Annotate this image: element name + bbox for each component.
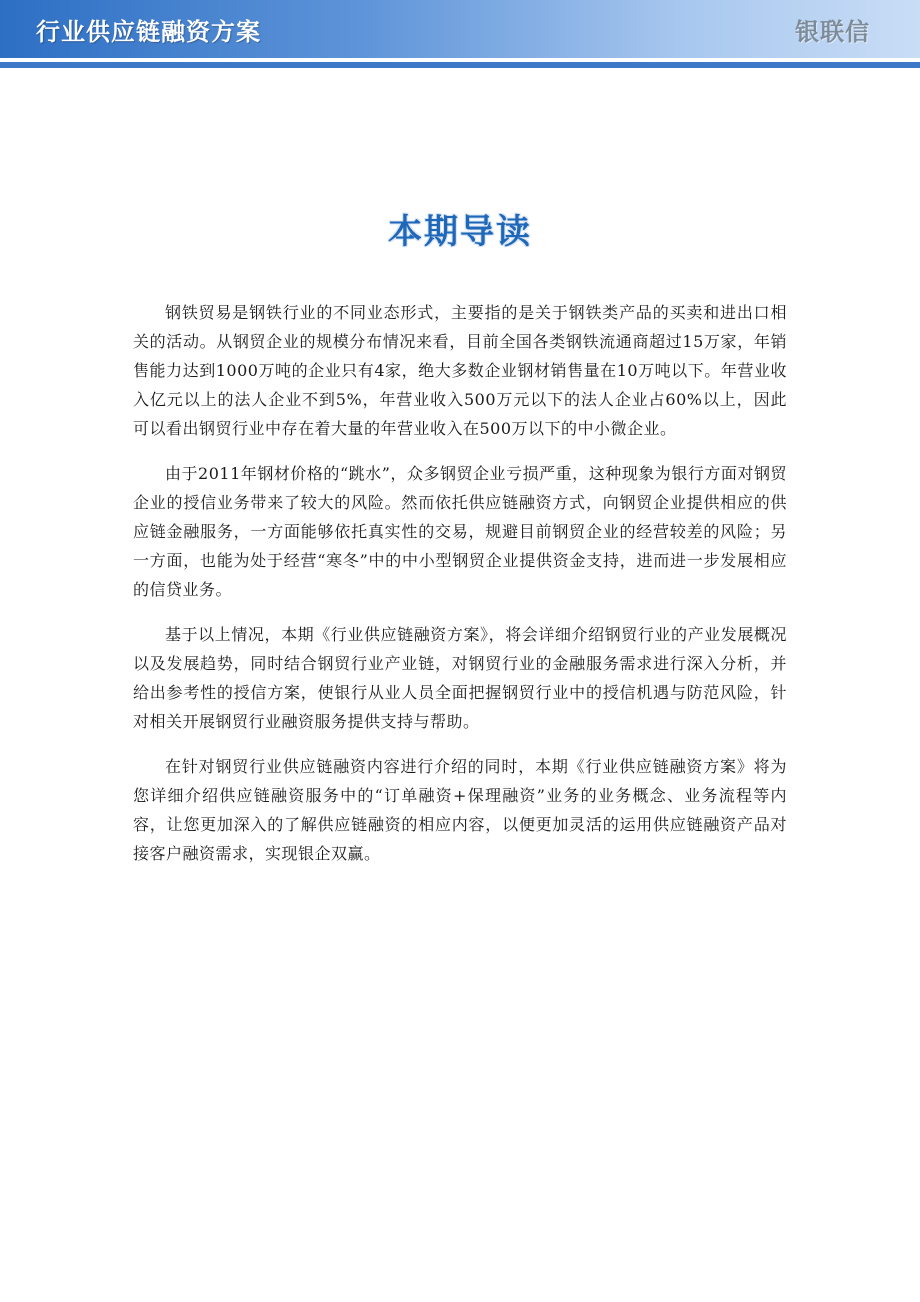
page-header bbox=[0, 0, 920, 58]
document-body bbox=[133, 298, 787, 884]
paragraph-2: 由于2011年钢材价格的“跳水”，众多钢贸企业亏损严重，这种现象为银行方面对钢贸企业的授信业务带来了较大的风险。然而依托供应链融资方式，向钢贸企业提供相应的供应链金融服务，一方面能够依托真实性的交易，规避目前钢贸企业的经营较差的风险；另一方面，也能为处于经营“寒冬”中的中小型钢贸企业提供资金支持，进而进一步发展相应的信贷业务。 bbox=[133, 464, 787, 599]
brand-logo-text: 银联信 bbox=[795, 18, 870, 46]
page-heading: 本期导读 bbox=[388, 212, 532, 252]
paragraph-3: 基于以上情况，本期《行业供应链融资方案》，将会详细介绍钢贸行业的产业发展概况以及发展趋势，同时结合钢贸行业产业链，对钢贸行业的金融服务需求进行深入分析，并给出参考性的授信方案，使银行从业人员全面把握钢贸行业中的授信机遇与防范风险，针对相关开展钢贸行业融资服务提供支持与帮助。 bbox=[133, 625, 787, 731]
header-divider bbox=[0, 62, 920, 68]
paragraph-1: 钢铁贸易是钢铁行业的不同业态形式，主要指的是关于钢铁类产品的买卖和进出口相关的活动。从钢贸企业的规模分布情况来看，目前全国各类钢铁流通商超过15万家，年销售能力达到1000万吨的企业只有4家，绝大多数企业钢材销售量在10万吨以下。年营业收入亿元以上的法人企业不到5%，年营业收入500万元以下的法人企业占60%以上，因此可以看出钢贸行业中存在着大量的年营业收入在500万以下的中小微企业。 bbox=[133, 303, 787, 438]
header-title: 行业供应链融资方案 bbox=[36, 18, 261, 46]
paragraph-4: 在针对钢贸行业供应链融资内容进行介绍的同时，本期《行业供应链融资方案》将为您详细介绍供应链融资服务中的“订单融资+保理融资”业务的业务概念、业务流程等内容，让您更加深入的了解供应链融资的相应内容，以便更加灵活的运用供应链融资产品对接客户融资需求，实现银企双赢。 bbox=[133, 757, 787, 863]
